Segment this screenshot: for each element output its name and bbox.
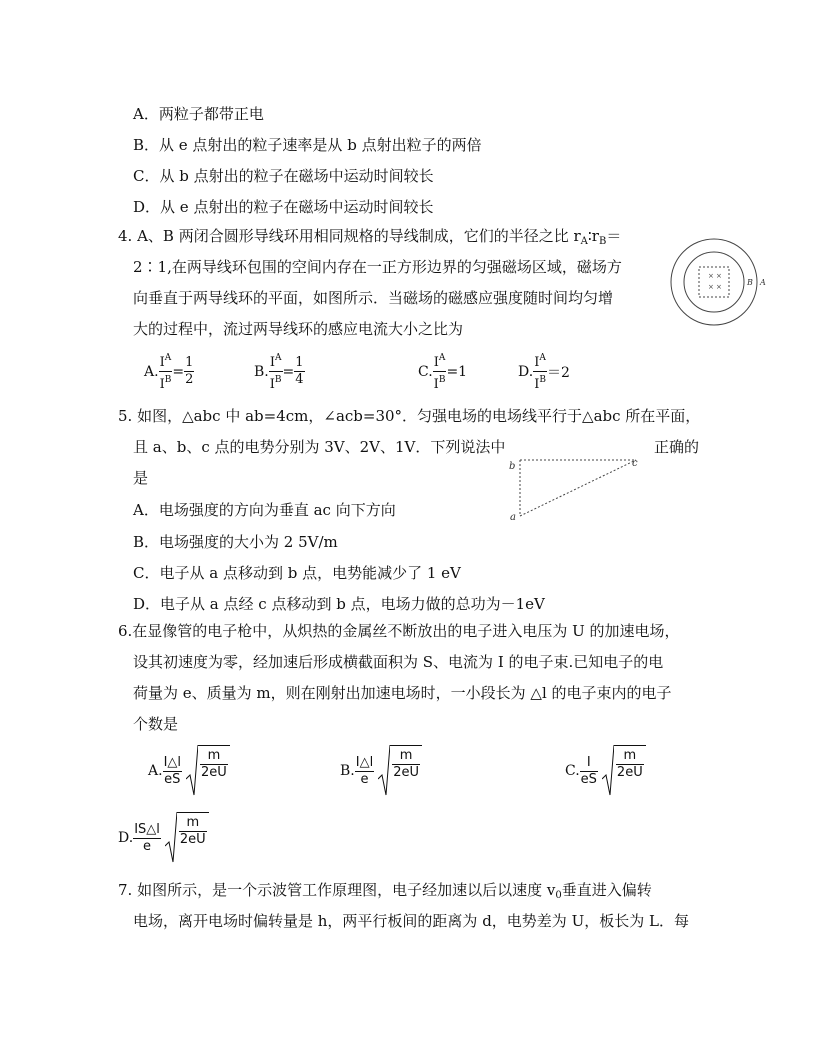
q5-option-d: D．电子从 a 点经 c 点移动到 b 点，电场力做的总功为－1eV	[133, 595, 545, 613]
q4-opt-letter: B.	[254, 363, 269, 380]
q6-line-3: 荷量为 e、质量为 m，则在刚射出加速电场时，一小段长为 △l 的电子束内的电子	[133, 684, 672, 702]
q6-line-4: 个数是	[133, 715, 179, 733]
q4-opt-eq: =	[172, 363, 185, 380]
q4-line-3: 向垂直于两导线环的平面，如图所示．当磁场的磁感应强度随时间均匀增	[133, 289, 614, 307]
q6-opt-letter: B.	[340, 763, 355, 779]
q4-sub-a: A	[580, 236, 588, 247]
svg-text:×: ×	[708, 283, 714, 291]
q4-fig-label-a: A	[760, 278, 766, 287]
svg-text:×: ×	[716, 283, 722, 291]
q5-line-2b: 正确的	[654, 438, 700, 456]
prev-option-d: D．从 e 点射出的粒子在磁场中运动时间较长	[133, 198, 434, 216]
q4-opt-letter: C.	[418, 363, 433, 380]
q5-option-c: C．电子从 a 点移动到 b 点，电势能减少了 1 eV	[133, 564, 461, 582]
q7-text-a: 7. 如图所示，是一个示波管工作原理图，电子经加速以后以速度 v	[118, 881, 556, 899]
q5-figure-triangle	[506, 452, 646, 524]
q6-sqrt: $\frac{m}{2eU}$	[378, 745, 422, 797]
q6-option-b	[340, 745, 422, 797]
q4-ratio-fraction: $\frac{I^A}{I^B}$	[433, 353, 446, 392]
q6-sqrt: $\frac{m}{2eU}$	[186, 745, 230, 797]
prev-option-a: A．两粒子都带正电	[133, 105, 264, 123]
q5-option-b: B．电场强度的大小为 2 5V/m	[133, 533, 338, 551]
q4-ratio-fraction: $\frac{I^A}{I^B}$	[269, 353, 282, 392]
q4-ratio-fraction: $\frac{I^A}{I^B}$	[534, 353, 546, 392]
q4-value-fraction: $\frac{1}{2}$	[185, 355, 194, 387]
svg-text:×: ×	[716, 272, 722, 280]
q5-fig-label-a: a	[510, 512, 516, 523]
q4-opt-letter: A.	[144, 363, 159, 380]
q6-sqrt: $\frac{m}{2eU}$	[602, 745, 646, 797]
q6-fraction: $\frac{I}{eS}$	[580, 754, 597, 787]
q7-line-1	[118, 880, 652, 906]
q4-colon: ∶r	[587, 227, 599, 245]
q4-opt-eq: =1	[446, 363, 468, 380]
q4-line-1	[118, 226, 621, 252]
q4-opt-letter: D.	[518, 363, 534, 380]
q6-opt-letter: D.	[118, 830, 134, 846]
q5-line-2a: 且 a、b、c 点的电势分别为 3V、2V、1V．下列说法中	[133, 438, 506, 456]
q5-fig-label-c: c	[632, 458, 638, 469]
q6-line-1: 6.在显像管的电子枪中，从炽热的金属丝不断放出的电子进入电压为 U 的加速电场，	[118, 622, 680, 640]
q5-option-a: A．电场强度的方向为垂直 ac 向下方向	[133, 501, 396, 519]
q4-opt-eq: =	[282, 363, 295, 380]
q5-line-3: 是	[133, 469, 149, 487]
q6-opt-letter: C.	[565, 763, 580, 779]
q4-ratio-fraction: $\frac{I^A}{I^B}$	[159, 353, 172, 392]
q4-option-b	[254, 350, 305, 393]
q4-opt-eq: ＝2	[546, 364, 570, 381]
q6-fraction: $\frac{IS\triangle l}{e}$	[134, 821, 160, 854]
q4-fig-label-b: B	[747, 278, 753, 287]
q7-line-2: 电场，离开电场时偏转量是 h，两平行板间的距离为 d，电势差为 U，板长为 L．每	[133, 912, 689, 930]
prev-option-c: C．从 b 点射出的粒子在磁场中运动时间较长	[133, 167, 434, 185]
q4-figure-rings	[664, 236, 774, 331]
q6-option-d	[118, 812, 209, 864]
q4-option-d	[518, 350, 570, 393]
q7-sub: 0	[555, 890, 562, 901]
q6-option-a	[148, 745, 230, 797]
q5-fig-label-b: b	[509, 461, 516, 472]
q6-option-c	[565, 745, 646, 797]
q4-line-4: 大的过程中，流过两导线环的感应电流大小之比为	[133, 320, 464, 338]
q4-value-fraction: $\frac{1}{4}$	[295, 355, 304, 387]
q6-opt-letter: A.	[148, 763, 163, 779]
q4-option-a	[144, 350, 194, 393]
q6-line-2: 设其初速度为零，经加速后形成横截面积为 S、电流为 I 的电子束.已知电子的电	[133, 653, 664, 671]
q5-line-1: 5. 如图，△abc 中 ab=4cm，∠acb=30°．匀强电场的电场线平行于△abc 所在平面，	[118, 407, 701, 425]
q4-text-a: 4. A、B 两闭合圆形导线环用相同规格的导线制成，它们的半径之比 r	[118, 227, 581, 245]
q6-sqrt: $\frac{m}{2eU}$	[165, 812, 209, 864]
q4-option-c	[418, 350, 467, 393]
q4-eq: ＝	[606, 227, 622, 245]
q6-fraction: $\frac{I\triangle l}{eS}$	[163, 754, 182, 787]
q6-fraction: $\frac{I\triangle l}{e}$	[355, 754, 374, 787]
prev-option-b: B．从 e 点射出的粒子速率是从 b 点射出粒子的两倍	[133, 136, 482, 154]
svg-text:×: ×	[708, 272, 714, 280]
q4-line-2: 2∶1,在两导线环包围的空间内存在一正方形边界的匀强磁场区域，磁场方	[133, 258, 622, 276]
q7-text-b: 垂直进入偏转	[561, 881, 652, 899]
q4-sub-b: B	[598, 236, 607, 247]
